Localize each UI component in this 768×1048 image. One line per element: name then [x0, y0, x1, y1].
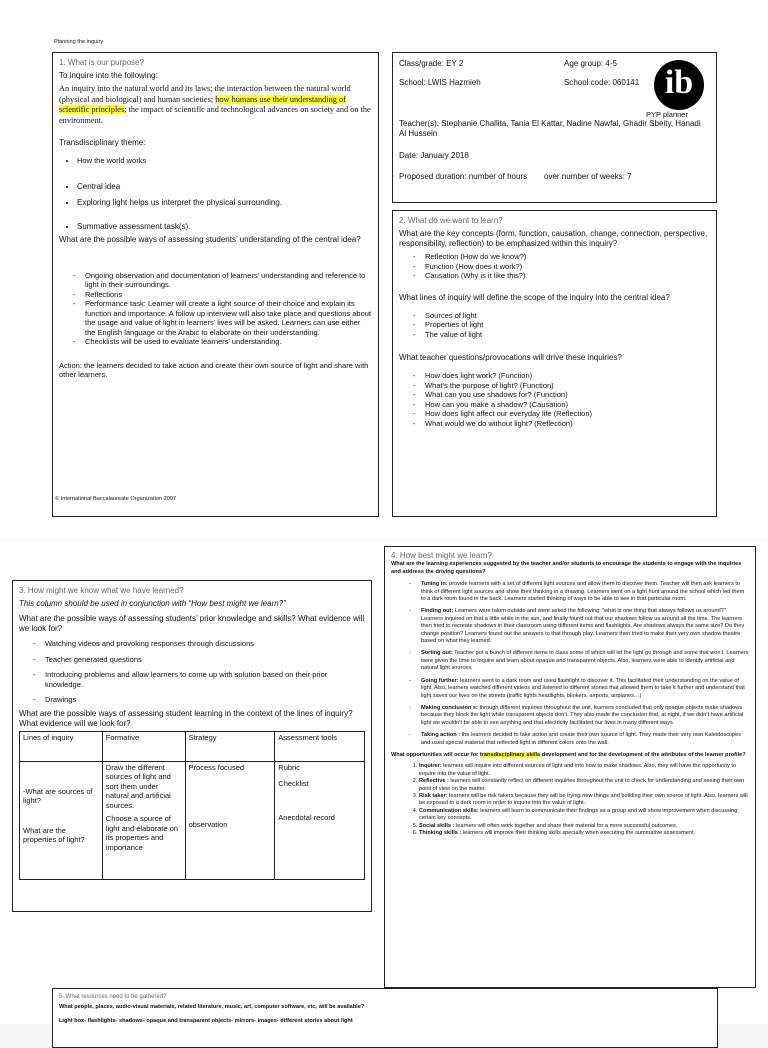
- lines-list: [403, 311, 710, 340]
- prior-item: - Drawings: [45, 695, 365, 705]
- resources-question: What people, places, audio-visual materials, related literature, music, art, computer software, etc, will be available?: [59, 1004, 365, 1011]
- table-cell: [275, 761, 365, 879]
- learning-section: [384, 546, 756, 988]
- line-item: - The value of light: [425, 330, 710, 340]
- summative-list: [59, 222, 372, 232]
- experiences-question: What are the learning experiences suggested by the teacher and/or students to encourage the students to engage with the inquiries and address the driving questions?: [391, 561, 742, 575]
- description-text-end: ; the impact of scientific and technological advances on society and on the environment.: [59, 105, 371, 125]
- assessment-item: - Checklists will be used to evaluate learners’ understanding.: [85, 337, 372, 347]
- experience-label: Making conclusion s:: [421, 704, 478, 711]
- central-idea-label: • Central idea: [77, 182, 372, 192]
- profile-item: [419, 778, 749, 793]
- resources-text: Light box- flashlights- shadows- opaque and transparent objects- mirrors- images- different stories about light: [59, 1017, 353, 1024]
- experiences-list: [399, 581, 749, 747]
- line-item: - Properties of light: [425, 320, 710, 330]
- strategy-item: Process focused: [188, 762, 245, 772]
- theme-label: Transdisciplinary theme:: [59, 138, 146, 147]
- table-cell: [102, 761, 185, 879]
- experience-text: provide learners with a set of different light sources and allow them to discover them. Teacher will then ask learners to think of different light sources and show their thinking in a drawing. Learners went on a light hunt around the school which led them to a dark room found in the back. Learners started thinking of ways to be able to see in that particular room.: [421, 581, 745, 603]
- profile-label: Social skills :: [419, 822, 455, 829]
- section-header: 4. How best might we learn?: [391, 551, 492, 560]
- table-cell: [20, 761, 103, 879]
- experience-text: Learners were taken outside and were asked the following: “what is one thing that always follows us around?” Learners inquired on that a little while in the sun, and finally found out that our shadows follow us around all the time. The learners then tried to recreate shadows in their classroom using different items and flashlights. Are shadows always the same size? Do they change position? Learners found out the answers to that through play. Learners then tried to make their very own shadow theatre based on what they learned.: [421, 608, 745, 645]
- table-header: Assessment tools: [275, 731, 365, 761]
- copyright: © International Baccalaureate Organization 2007: [55, 496, 177, 502]
- experience-label: Sorting out:: [421, 650, 453, 657]
- table-header: Lines of inquiry: [20, 731, 103, 761]
- strategy-item: observation: [188, 820, 228, 829]
- provocation-item: - How can you make a shadow? (Causation): [425, 400, 710, 410]
- page-title: Planning the inquiry: [54, 39, 104, 45]
- experience-text: the learners decided to take action and create their own source of light. They made their very own Kaleidoscopes and used special material that reflected light in different colors onto the wall.: [421, 732, 742, 746]
- profile-label: Inquirer:: [419, 763, 442, 770]
- logo-caption: PYP planner: [646, 110, 688, 119]
- theme-value: • How the world works: [77, 156, 372, 166]
- profile-label: Risk taker:: [419, 792, 448, 799]
- concepts-list: [403, 252, 710, 281]
- tool-item: Checklist: [278, 779, 309, 788]
- opp-text-end: development and for the development of the attributes of the learner profile?: [540, 751, 746, 758]
- lines-assessment-question: What are the possible ways of assessing student learning in the context of the lines of inquiry? What evidence will we look for?: [19, 708, 353, 728]
- experience-label: Taking action :: [421, 732, 461, 739]
- experience-item: [421, 705, 749, 727]
- profile-text: learners will inquire into different sources of light and into how to make shadows. Also, they will have the opportunity to inquire into the value of light.: [419, 763, 737, 777]
- profile-text: learners will improve their thinking skills specially when executing the summative assessment.: [461, 830, 696, 836]
- experience-text: learners went to a dark room and used flashlight to discover it. This facilitated their understanding on the value of light. Also, learners watched different videos and listened to different stories that allowed them to take it further and understand that light saves our lives on the streets (traffic lights headlights, blinkers, airports, airplanes…): [421, 677, 745, 699]
- provocation-item: - How does light work? (Function): [425, 371, 710, 381]
- unit-info: [392, 52, 717, 203]
- action-text: Action: the learners decided to take action and create their own source of light and share with other learners.: [59, 360, 369, 379]
- line-item: - Sources of light: [425, 311, 710, 321]
- opportunities-question: [391, 752, 749, 759]
- experience-item: [421, 608, 749, 645]
- duration: Proposed duration: number of hours: [399, 172, 528, 181]
- date: Date: January 2018: [399, 151, 469, 160]
- line-of-inquiry: What are the properties of light?: [23, 825, 85, 844]
- age-group: Age group: 4-5: [564, 59, 617, 68]
- profile-text: learners will learn to communicate their findings as a group and will show improvement when discussing certain key concepts.: [419, 807, 738, 822]
- teachers: Teacher(s): Stephanie Challita, Tania El Kattar, Nadine Nawfal, Ghadir Sbeity, Hanadi Al Hussein: [399, 119, 701, 138]
- intro-text: To inquire into the following:: [59, 71, 158, 80]
- experience-item: [421, 650, 749, 672]
- section-header: 3. How might we know what we have learned?: [19, 586, 184, 595]
- profile-item: [419, 763, 749, 778]
- summative-label: • Summative assessment task(s).: [77, 222, 372, 232]
- class-grade: Class/grade: EY 2: [399, 59, 464, 68]
- prior-item: - Teacher generated questions: [45, 655, 365, 665]
- provocation-item: - What’s the purpose of light? (Function): [425, 381, 710, 391]
- profile-list: [391, 763, 749, 837]
- profile-item: [419, 808, 749, 823]
- lines-question: What lines of inquiry will define the scope of the inquiry into the central idea?: [399, 292, 670, 302]
- learn-section: [392, 210, 717, 517]
- column-note: This column should be used in conjunction with “How best might we learn?”: [19, 599, 286, 608]
- experience-text: through different inquiries throughout the unit, learners concluded that only opaque objects make shadows because they block the light while transparent objects don’t. They also made the conclusion that, at night, if we didn’t have artificial light we wouldn’t be able to see anything and that electricity facilitated our lives in many different ways.: [421, 704, 744, 726]
- profile-label: Communication skills:: [419, 807, 479, 814]
- experience-item: [421, 581, 749, 603]
- prior-item: - Watching videos and provoking responses through discussions: [45, 639, 365, 649]
- prior-knowledge-list: [23, 639, 365, 705]
- formative-item: Choose a source of light and elaborate on its properties and importance: [105, 814, 178, 852]
- profile-text: learners will be risk takers because they will be trying new things and building their own source of light. Also, learners will be exposed to a dark room in order to inquire into the value of light.: [419, 792, 748, 807]
- experience-item: [421, 678, 749, 700]
- school-name: School: LWIS Hazmieh: [399, 78, 481, 87]
- tool-item: Anecdotal record: [278, 812, 335, 822]
- concept-item: - Causation (Why is it like this?): [425, 271, 710, 281]
- school-code: School code: 060141: [564, 78, 640, 87]
- experience-text: Teacher got a bunch of different items to class some of which will let the light go through and some that won’t. Learners were given the time to inquire and learn about opaque and transparent objects. Also, learners were able to identify artificial and natural light sources.: [421, 650, 749, 672]
- experience-label: Going further:: [421, 677, 459, 684]
- assessment-item: - Reflections: [85, 290, 372, 300]
- experience-item: [421, 732, 749, 747]
- assessment-question: What are the possible ways of assessing students’ understanding of the central idea?: [59, 234, 361, 244]
- profile-text: learners will often work together and share their material for a more successful outcomes.: [454, 822, 678, 829]
- profile-label: Reflective :: [419, 778, 449, 785]
- planner-page-2: [0, 541, 768, 1024]
- table-header: Strategy: [185, 731, 275, 761]
- concept-item: - Reflection (How do we know?): [425, 252, 710, 262]
- section-header: 2. What do we want to learn?: [399, 216, 503, 225]
- highlighted-text: how humans use their understanding of scientific principles: [59, 94, 346, 114]
- experience-label: Tuning in:: [421, 581, 448, 588]
- provocation-item: - What would we do without light? (Reflection): [425, 419, 710, 429]
- central-idea: • Exploring light helps us interpret the physical surrounding.: [77, 198, 372, 208]
- purpose-section: [52, 52, 379, 517]
- central-idea-list: [59, 182, 372, 208]
- lines-of-inquiry-table: [19, 731, 365, 880]
- opp-text: What opportunities will occur for: [391, 751, 480, 758]
- section-header: 1. What is our purpose?: [59, 58, 144, 67]
- description-text: An inquiry into the natural world and its laws; the interaction between the natural world (physical and biological) and human societies;: [59, 84, 351, 104]
- formative-item: Draw the different sources of light and sort them under natural and artificial sources.: [105, 762, 171, 810]
- profile-text: learners will constantly reflect on different inquiries throughout the unit to check for understanding and seeing their own point of view on the matter.: [419, 778, 745, 792]
- concept-item: - Function (How does it work?): [425, 262, 710, 272]
- tool-item: Rubric: [278, 762, 300, 772]
- assessment-section: [12, 580, 372, 912]
- prior-item: - Introducing problems and allow learners to come up with solution based on their prior knowledge.: [45, 670, 365, 689]
- provocations-list: [403, 371, 710, 428]
- provocations-question: What teacher questions/provocations will drive these inquiries?: [399, 353, 622, 362]
- prior-knowledge-question: What are the possible ways of assessing students’ prior knowledge and skills? What evidence will we look for?: [19, 614, 365, 633]
- assessment-item: - Performance task: Learner will create a light source of their choice and explain its function and importance. A follow up interview will also take place and questions about the usage and value of light in learners’ lives will be asked. Learners can use either the English language or the Arabic to elaborate on their understanding.: [85, 299, 372, 337]
- purpose-description: [59, 84, 372, 126]
- profile-item: [419, 830, 749, 837]
- experience-label: Finding out:: [421, 608, 454, 615]
- provocation-item: - What can you use shadows for? (Function): [425, 390, 710, 400]
- provocation-item: - How does light affect our everyday life (Reflection): [425, 409, 710, 419]
- profile-item: [419, 823, 749, 830]
- concepts-question: What are the key concepts (form, function, causation, change, connection, perspective, responsibility, reflection) to be emphasized within this inquiry?: [399, 229, 708, 248]
- weeks: over number of weeks: 7: [544, 172, 632, 181]
- ib-logo: ib: [654, 60, 704, 110]
- theme-list: [59, 156, 372, 166]
- table-cell: [185, 761, 275, 879]
- section-header: 5. What resources need to be gathered?: [59, 994, 167, 1000]
- line-of-inquiry: -What are sources of light?: [23, 786, 93, 805]
- profile-item: [419, 793, 749, 808]
- resources-section: [52, 988, 718, 1048]
- opp-highlight: transdisciplinary skills: [479, 751, 541, 758]
- table-header: Formative: [102, 731, 185, 761]
- assessment-list: [63, 271, 372, 347]
- assessment-item: - Ongoing observation and documentation of learners’ understanding and reference to light in their surroundings.: [85, 271, 372, 290]
- profile-label: Thinking skills :: [419, 830, 462, 836]
